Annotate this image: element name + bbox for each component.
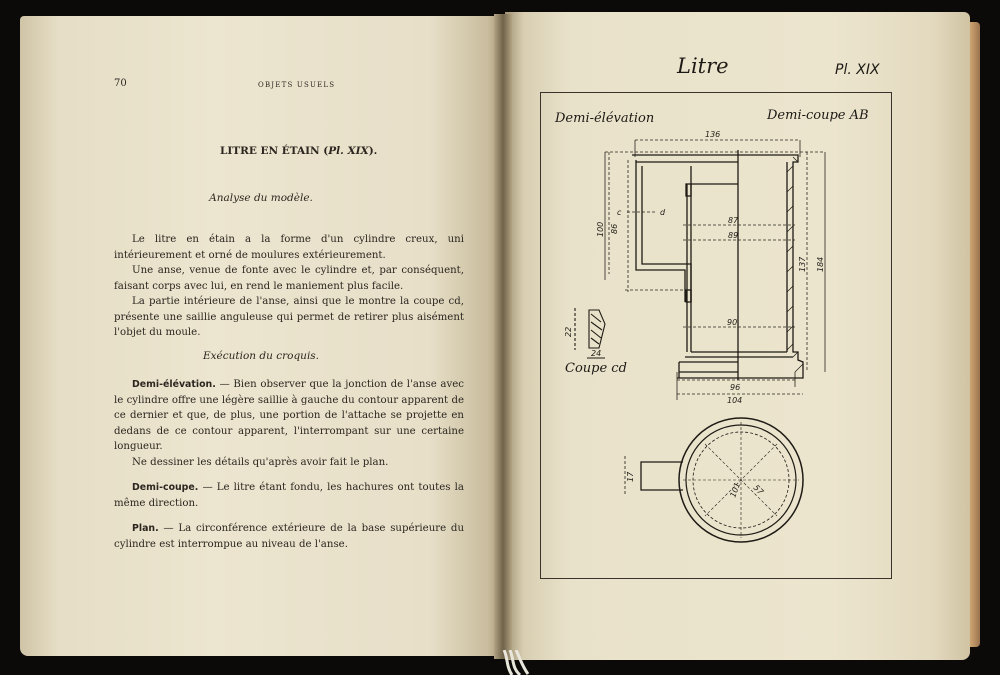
dim-top-width: 136 [705,130,721,139]
label-c: c [617,208,622,217]
dim-100: 100 [596,221,605,237]
dim-57: 57 [751,483,766,497]
plate-number: Pl. XIX [835,62,880,78]
dim-22: 22 [564,326,573,337]
demi-elevation-note: Ne dessiner les détails qu'après avoir fait le plan. [132,456,389,468]
plan-label: Plan. [132,523,159,534]
analyse-section [114,232,464,341]
analyse-paragraph-1: Le litre en étain a la forme d'un cylindre creux, uni intérieurement et orné de moulures extérieurement. [114,234,464,261]
label-demi-coupe: Demi-coupe AB [767,108,869,123]
dim-137: 137 [798,256,807,272]
dim-86: 86 [610,223,619,234]
jug-elevation [632,150,738,380]
analyse-paragraph-3: La partie intérieure de l'anse, ainsi que le montre la coupe cd, présente une saillie anguleuse qui permet de retirer plus aisément l'objet du moule. [114,296,464,338]
dim-87: 87 [728,216,739,225]
page-number: 70 [114,78,127,89]
dim-101: 101 [728,481,743,499]
dim-96: 96 [730,383,741,392]
analyse-paragraph-2: Une anse, venue de fonte avec le cylindre et, par conséquent, faisant corps avec lui, en rend le maniement plus facile. [114,265,464,292]
jug-section [738,155,803,378]
demi-elevation-label: Demi-élévation. [132,379,216,390]
dim-24: 24 [591,349,602,358]
execution-section [114,377,464,552]
plan-view [625,418,803,542]
plan-paragraph: Plan. — La circonférence extérieure de la base supérieure du cylindre est interrompue au niveau de l'anse. [114,523,464,550]
left-page [20,16,502,656]
dim-17: 17 [626,471,635,482]
dim-184: 184 [816,256,825,272]
dim-104: 104 [727,396,743,405]
plate-title: Litre [677,54,729,78]
technical-drawing [505,12,970,660]
label-demi-elevation: Demi-élévation [555,111,655,126]
subtitle-analyse: Analyse du modèle. [209,192,313,204]
section-title: LITRE EN ÉTAIN (Pl. XIX). [220,145,378,157]
demi-coupe-label: Demi-coupe. [132,482,199,493]
dim-90: 90 [727,318,738,327]
running-head: OBJETS USUELS [258,81,336,89]
demi-elevation-paragraph: Demi-élévation. — Bien observer que la jonction de l'anse avec le cylindre offre une légère saillie à gauche du contour apparent de ce dernier et que, de plus, une portion de l'attache se projette en dedans de ce contour apparent, l'interrompant sur une certaine longueur. [114,379,464,452]
demi-coupe-paragraph: Demi-coupe. — Le litre étant fondu, les hachures ont toutes la même direction. [114,482,464,509]
label-d: d [660,208,666,217]
label-coupe-cd: Coupe cd [565,361,627,376]
subtitle-execution: Exécution du croquis. [202,350,320,362]
dim-89: 89 [728,231,739,240]
